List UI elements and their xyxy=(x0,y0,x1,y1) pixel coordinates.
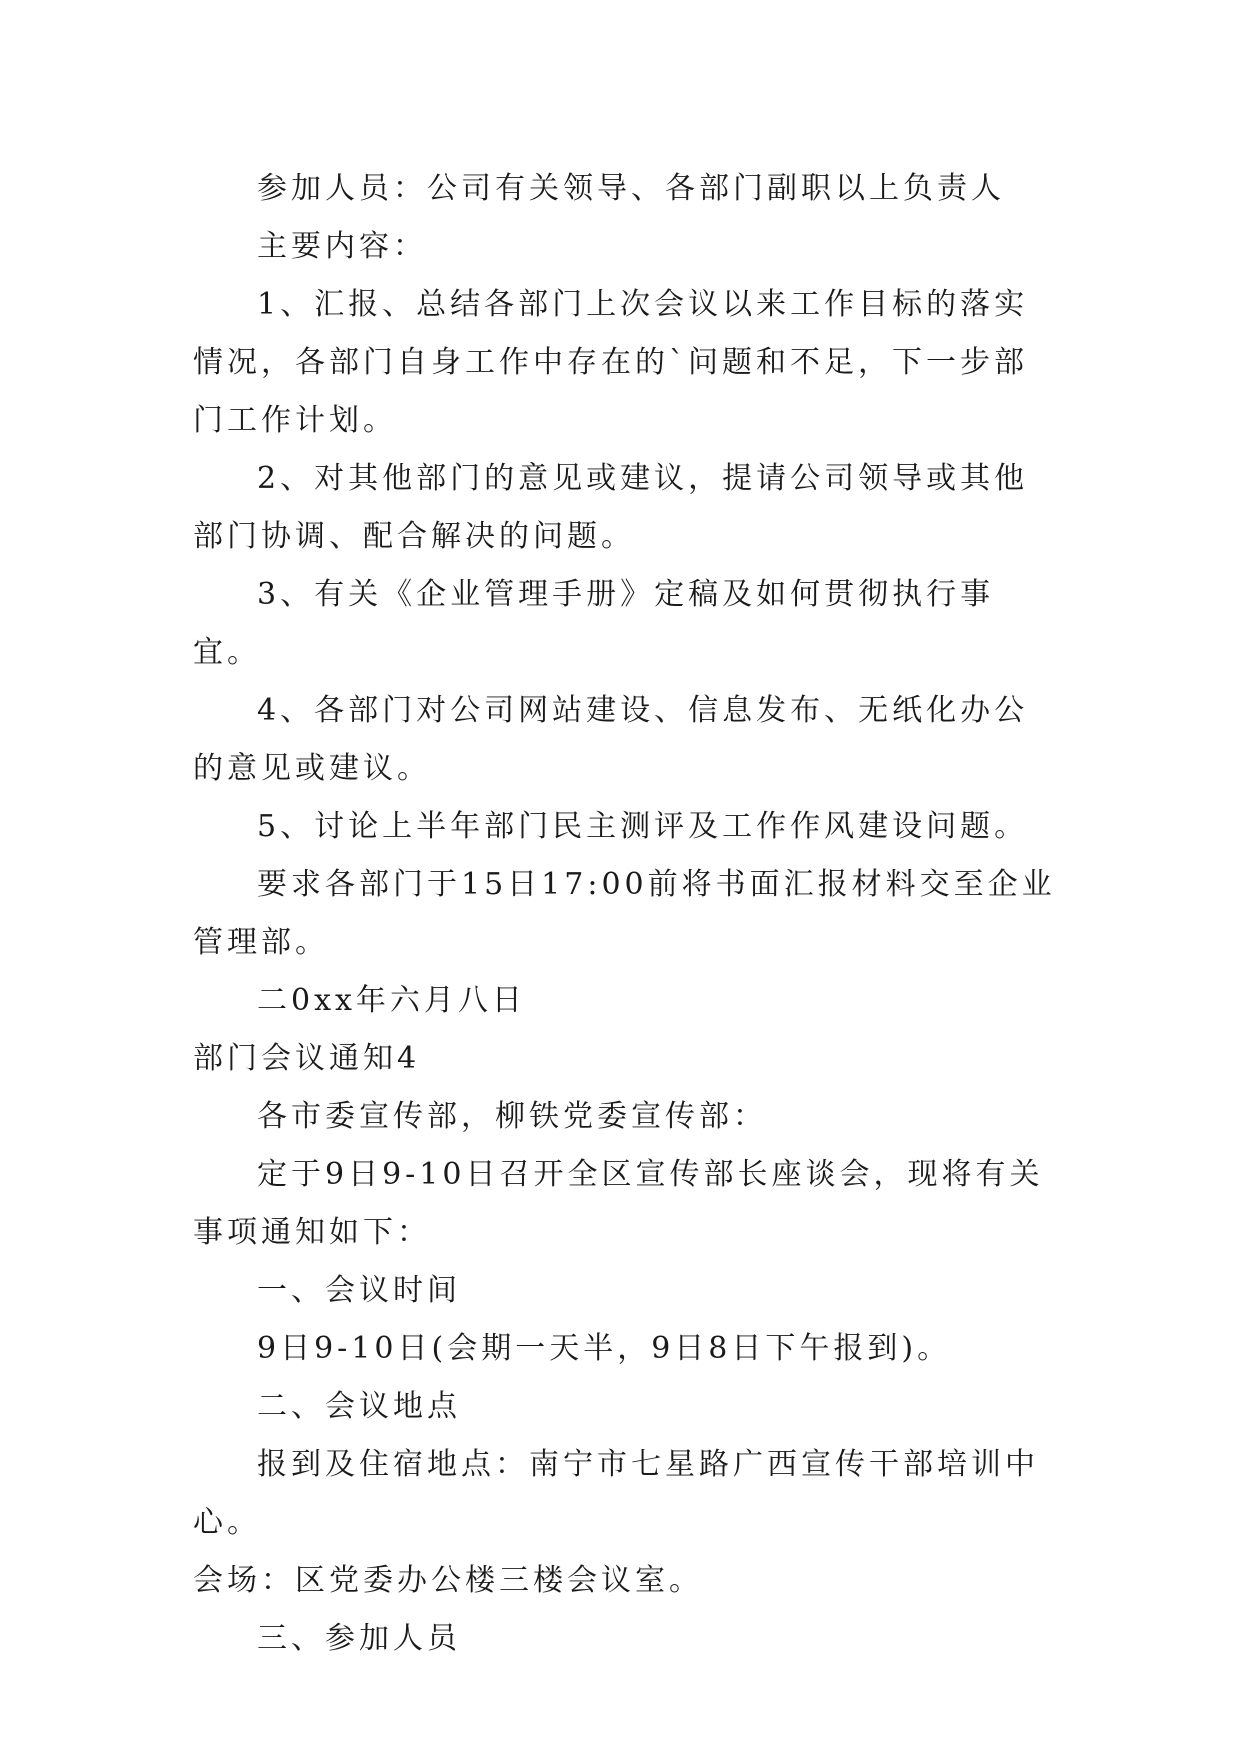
subheading: 二、会议地点 xyxy=(257,1389,461,1424)
paragraph: 定于9日9-10日召开全区宣传部长座谈会，现将有关事项通知如下： xyxy=(193,1157,1044,1250)
paragraph: 要求各部门于15日17:00前将书面汇报材料交至企业管理部。 xyxy=(193,867,1056,960)
paragraph: 4、各部门对公司网站建设、信息发布、无纸化办公的意见或建议。 xyxy=(193,693,1029,786)
section-heading: 部门会议通知4 xyxy=(193,1041,421,1076)
paragraph: 参加人员：公司有关领导、各部门副职以上负责人 xyxy=(257,171,1005,206)
paragraph: 报到及住宿地点：南宁市七星路广西宣传干部培训中心。 xyxy=(193,1447,1039,1540)
date-line: 二0xx年六月八日 xyxy=(257,983,526,1018)
salutation: 各市委宣传部，柳铁党委宣传部： xyxy=(257,1099,767,1134)
document-body xyxy=(193,160,1058,1668)
paragraph: 2、对其他部门的意见或建议，提请公司领导或其他部门协调、配合解决的问题。 xyxy=(193,461,1029,554)
paragraph: 3、有关《企业管理手册》定稿及如何贯彻执行事宜。 xyxy=(193,577,995,670)
paragraph: 9日9-10日(会期一天半，9日8日下午报到)。 xyxy=(257,1331,952,1366)
subheading: 一、会议时间 xyxy=(257,1273,461,1308)
paragraph: 1、汇报、总结各部门上次会议以来工作目标的落实情况，各部门自身工作中存在的`问题和不足，下一步部门工作计划。 xyxy=(193,287,1029,438)
paragraph: 主要内容： xyxy=(257,229,427,264)
paragraph: 会场：区党委办公楼三楼会议室。 xyxy=(193,1563,703,1598)
subheading: 三、参加人员 xyxy=(257,1621,461,1656)
paragraph: 5、讨论上半年部门民主测评及工作作风建设问题。 xyxy=(257,809,1029,844)
